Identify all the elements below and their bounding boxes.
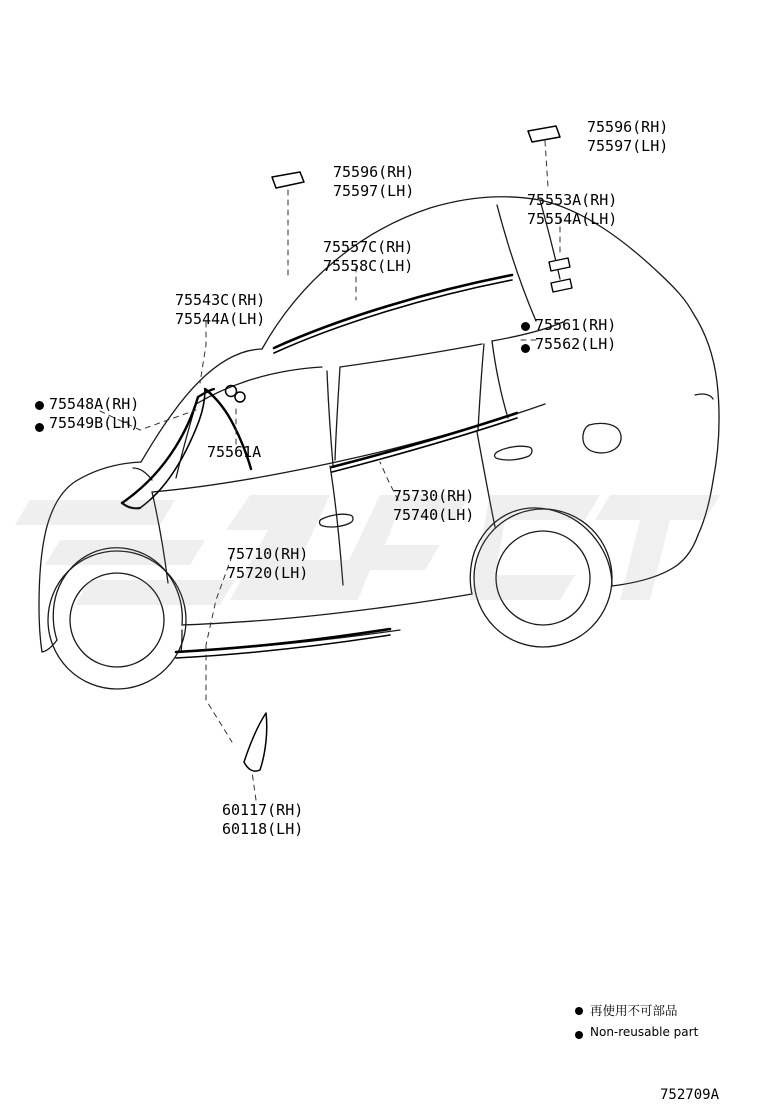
- label-75553a: [527, 191, 617, 229]
- label-line: 60117(RH): [222, 801, 304, 819]
- label-line: 75740(LH): [393, 506, 475, 524]
- non-reusable-bullet: [521, 322, 530, 331]
- label-line: 75562(LH): [535, 335, 617, 353]
- figure-code: 752709A: [660, 1087, 720, 1103]
- label-line: 75596(RH): [333, 163, 415, 181]
- label-line: 75730(RH): [393, 487, 475, 505]
- label-75596-top-right: [587, 118, 668, 156]
- label-75557c: [323, 238, 413, 276]
- legend-jp-text: 再使用不可部品: [590, 1003, 678, 1018]
- label-line: 75720(LH): [227, 564, 309, 582]
- non-reusable-bullet: [521, 344, 530, 353]
- label-line: 75596(RH): [587, 118, 669, 136]
- legend-bullet-jp: [575, 1007, 583, 1015]
- label-line: 75597(LH): [587, 137, 669, 155]
- label-line: 75710(RH): [227, 545, 309, 563]
- label-line: 75543C(RH): [175, 291, 266, 309]
- label-line: 75548A(RH): [49, 395, 140, 413]
- label-line: 75561A: [207, 443, 262, 461]
- label-75548a: [49, 395, 139, 433]
- non-reusable-bullet: [35, 401, 44, 410]
- label-line: 75553A(RH): [527, 191, 618, 209]
- label-line: 75544A(LH): [175, 310, 266, 328]
- label-line: 60118(LH): [222, 820, 304, 838]
- label-75561a: [207, 443, 261, 462]
- label-line: 75549B(LH): [49, 414, 140, 432]
- label-line: 75558C(LH): [323, 257, 414, 275]
- label-75710: [227, 545, 308, 583]
- label-60117: [222, 801, 303, 839]
- label-75543c: [175, 291, 265, 329]
- watermark: [15, 495, 720, 605]
- label-line: 75561(RH): [535, 316, 617, 334]
- legend-en-text: Non-reusable part: [590, 1025, 699, 1039]
- label-line: 75597(LH): [333, 182, 415, 200]
- label-line: 75554A(LH): [527, 210, 618, 228]
- label-75730: [393, 487, 474, 525]
- label-75596-top-left: [333, 163, 414, 201]
- legend-bullet-en: [575, 1031, 583, 1039]
- label-75561-75562: [535, 316, 616, 354]
- label-line: 75557C(RH): [323, 238, 414, 256]
- non-reusable-bullet: [35, 423, 44, 432]
